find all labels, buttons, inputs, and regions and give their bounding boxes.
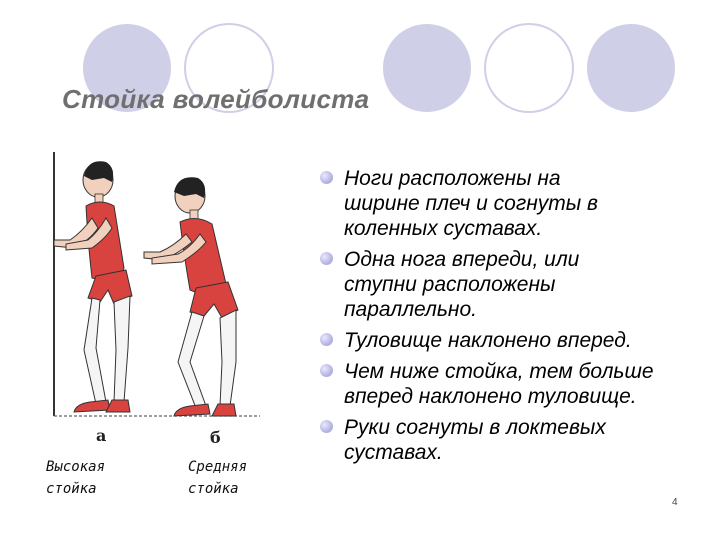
bullet-text (344, 415, 690, 465)
page-number: 4 (672, 497, 678, 508)
figure-letter-b: б (210, 428, 221, 447)
figure-letter-a: а (96, 426, 107, 445)
bullet-item (318, 328, 690, 353)
decor-circle-filled (383, 24, 471, 112)
bullet-line: Туловище наклонено вперед. (344, 329, 632, 352)
caption-medium-stance (188, 456, 247, 500)
bullet-item (318, 359, 690, 409)
slide-title: Стойка волейболиста (62, 84, 370, 114)
bullet-dot-icon (320, 252, 333, 265)
bullet-dot-icon (320, 333, 333, 346)
stance-illustration (40, 148, 280, 460)
bullet-line: параллельно. (344, 298, 477, 321)
bullet-text (344, 247, 690, 322)
bullet-line: ступни расположены (344, 273, 556, 296)
bullet-line: Чем ниже стойка, тем больше (344, 360, 654, 383)
player-high-stance (54, 161, 132, 412)
caption-line: Средняя (188, 459, 248, 475)
bullet-text (344, 359, 690, 409)
caption-line: Высокая (46, 459, 106, 475)
caption-high-stance (46, 456, 105, 500)
bullet-item (318, 166, 690, 241)
bullet-line: Ноги расположены на (344, 167, 561, 190)
bullet-item (318, 247, 690, 322)
bullet-line: вперед наклонено туловище. (344, 385, 637, 408)
caption-line: стойка (46, 481, 97, 497)
bullet-list (318, 166, 690, 471)
bullet-line: коленных суставах. (344, 217, 543, 240)
decor-circle-outline (485, 24, 573, 112)
bullet-line: Одна нога впереди, или (344, 248, 580, 271)
bullet-line: суставах. (344, 441, 443, 464)
bullet-dot-icon (320, 420, 333, 433)
bullet-line: Руки согнуты в локтевых (344, 416, 606, 439)
caption-line: стойка (188, 481, 239, 497)
bullet-dot-icon (320, 171, 333, 184)
decor-circle-filled (587, 24, 675, 112)
bullet-line: ширине плеч и согнуты в (344, 192, 598, 215)
bullet-dot-icon (320, 364, 333, 377)
bullet-text (344, 328, 690, 353)
player-medium-stance (144, 177, 238, 416)
bullet-text (344, 166, 690, 241)
bullet-item (318, 415, 690, 465)
